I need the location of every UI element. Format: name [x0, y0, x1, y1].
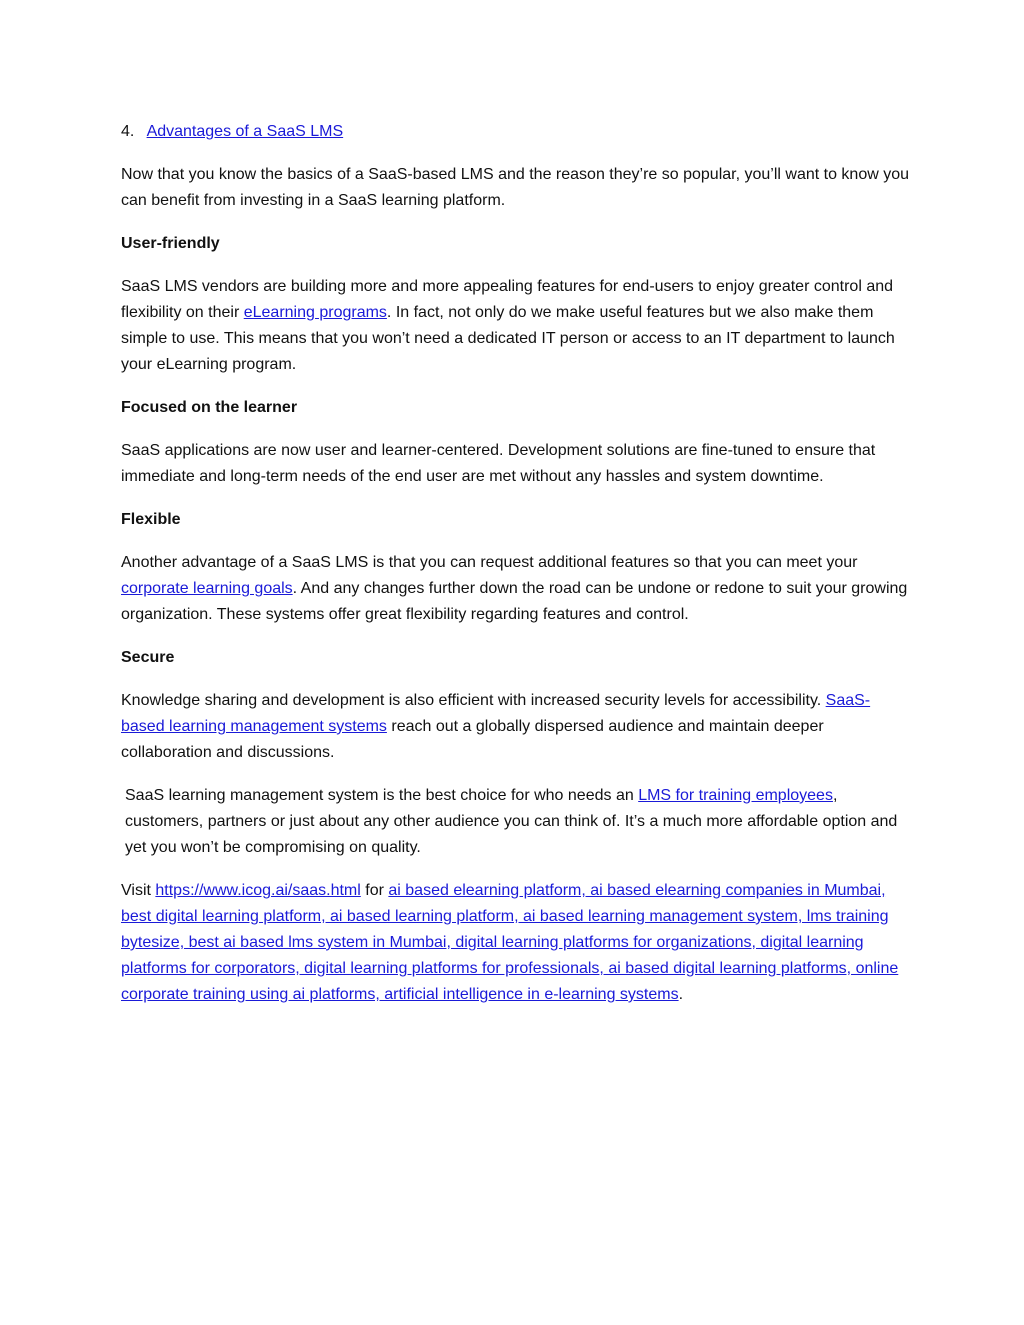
secure-paragraph [121, 688, 911, 766]
keywords-link[interactable]: ai based elearning platform, ai based elearning companies in Mumbai, best digital learning platform, ai based learning platform, ai based learning management system, lms training bytesize, best ai based lms system in Mumbai, digital learning platforms for organizations, digital learning platforms for corporators, digital learning platforms for professionals, ai based digital learning platforms, online corporate training using ai platforms, artificial intelligence in e-learning systems [121, 882, 899, 1003]
closing-text-before: SaaS learning management system is the best choice for who needs an [125, 787, 639, 804]
corporate-learning-goals-link[interactable]: corporate learning goals [121, 580, 293, 597]
flexible-text-before: Another advantage of a SaaS LMS is that you can request additional features so that you can meet your [121, 554, 858, 571]
visit-paragraph [121, 878, 911, 1008]
intro-paragraph: Now that you know the basics of a SaaS-based LMS and the reason they’re so popular, you’ll want to know you can benefit from investing in a SaaS learning platform. [121, 166, 910, 209]
closing-paragraph [121, 783, 911, 861]
elearning-programs-link[interactable]: eLearning programs [243, 304, 387, 321]
closing-text-after: , customers, partners or just about any other audience you can think of. It’s a much more affordable option and yet you won’t be compromising on quality. [125, 787, 898, 856]
section-title-link[interactable]: Advantages of a SaaS LMS [146, 123, 344, 140]
user-friendly-text-before: SaaS LMS vendors are building more and more appealing features for end-users to enjoy greater control and flexibility on their [121, 278, 894, 321]
section-number: 4. [121, 123, 135, 140]
secure-text-before: Knowledge sharing and development is also efficient with increased security levels for accessibility. [121, 692, 826, 709]
user-friendly-heading: User-friendly [121, 235, 220, 252]
user-friendly-text-after: . In fact, not only do we make useful features but we also make them simple to use. This means that you won’t need a dedicated IT person or access to an IT department to launch your eLearning program. [121, 304, 895, 373]
lms-training-employees-link[interactable]: LMS for training employees [638, 787, 833, 804]
user-friendly-paragraph [121, 274, 911, 378]
focused-heading: Focused on the learner [121, 399, 298, 416]
visit-suffix: . [678, 986, 684, 1003]
secure-text-after: reach out a globally dispersed audience and maintain deeper collaboration and discussions. [121, 718, 824, 761]
visit-prefix: Visit [121, 882, 156, 899]
section-heading [121, 119, 911, 145]
flexible-heading: Flexible [121, 511, 181, 528]
icog-saas-url-link[interactable]: https://www.icog.ai/saas.html [155, 882, 361, 899]
flexible-text-after: . And any changes further down the road can be undone or redone to suit your growing organization. These systems offer great flexibility regarding features and control. [121, 580, 908, 623]
visit-middle: for [360, 882, 389, 899]
saas-lms-link[interactable]: SaaS-based learning management systems [121, 692, 871, 735]
flexible-paragraph [121, 550, 911, 628]
document-page [121, 119, 911, 1025]
focused-paragraph: SaaS applications are now user and learner-centered. Development solutions are fine-tuned to ensure that immediate and long-term needs of the end user are met without any hassles and system downtime. [121, 442, 876, 485]
secure-heading: Secure [121, 649, 175, 666]
